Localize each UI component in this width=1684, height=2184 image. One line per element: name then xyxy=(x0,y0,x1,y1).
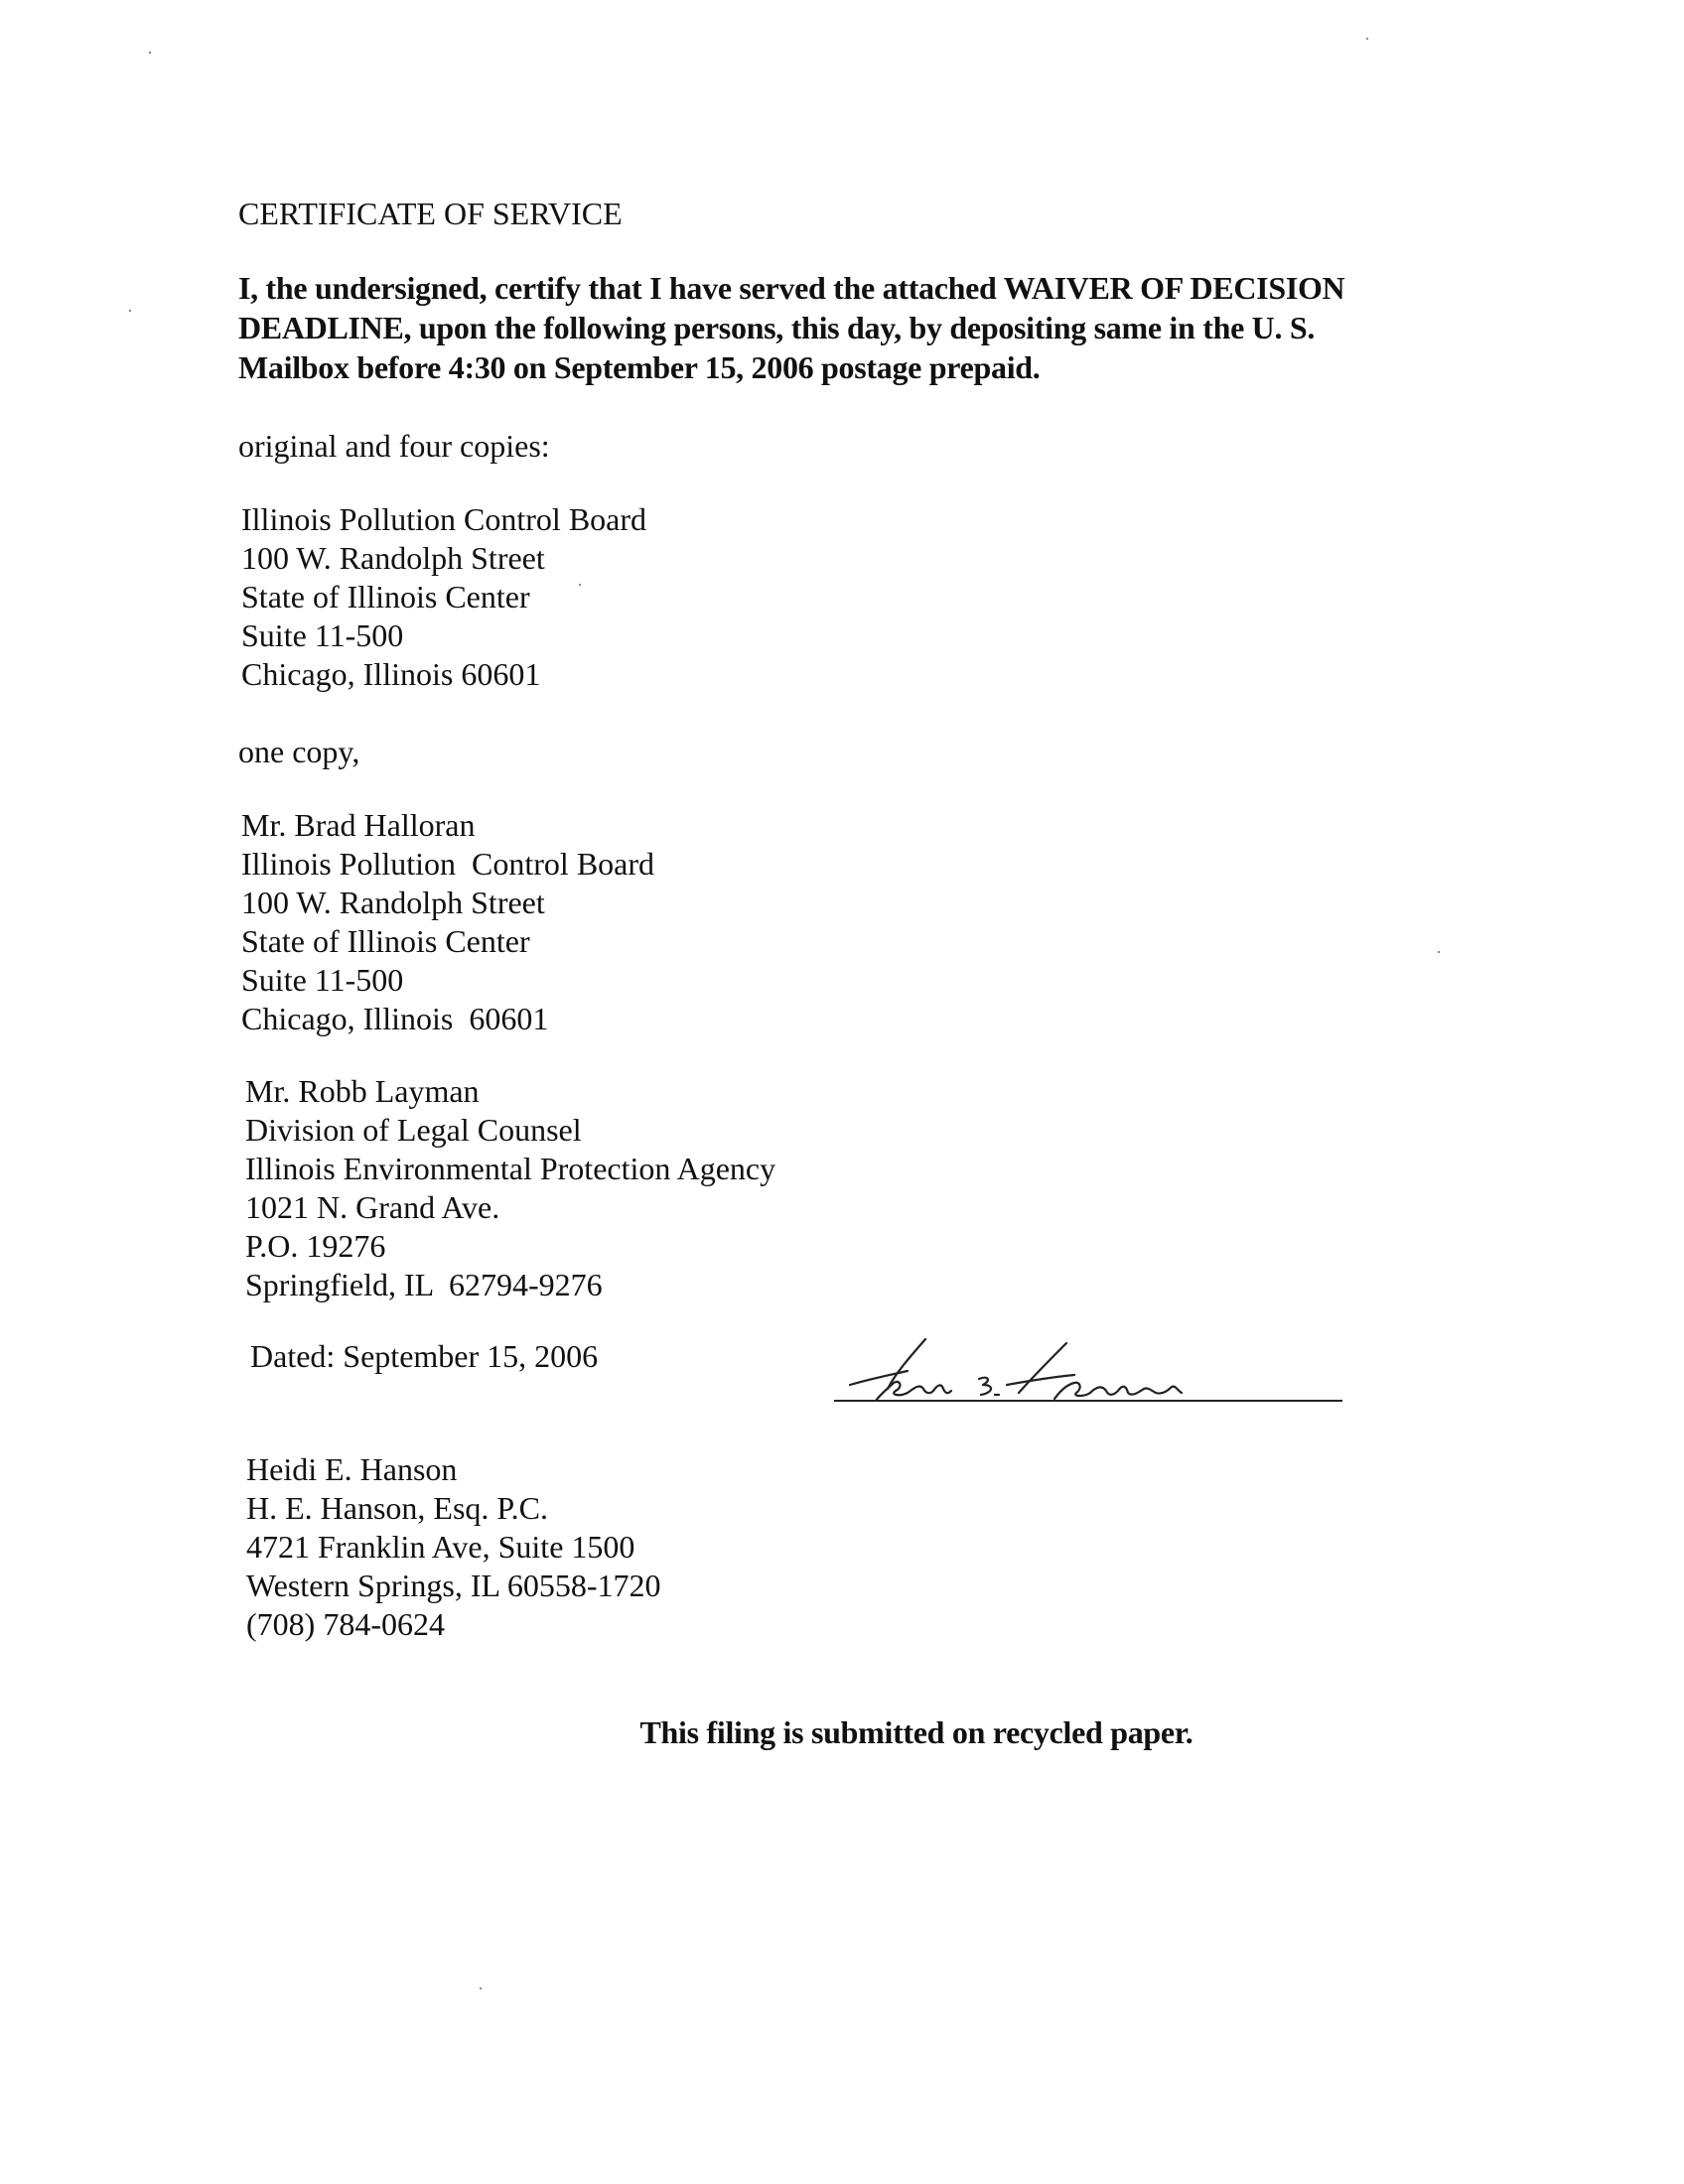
address-line: Division of Legal Counsel xyxy=(245,1112,582,1148)
address-line: 1021 N. Grand Ave. xyxy=(245,1189,500,1225)
certification-paragraph xyxy=(238,268,1344,387)
certification-line: I, the undersigned, certify that I have served the attached WAIVER OF DECISION xyxy=(238,270,1345,306)
ipcb-address-block xyxy=(241,500,646,694)
address-line: Illinois Pollution Control Board xyxy=(241,501,647,537)
layman-address-block xyxy=(245,1072,775,1304)
scan-speck xyxy=(1366,38,1368,40)
handwritten-signature xyxy=(830,1335,1346,1415)
address-line: Illinois Pollution Control Board xyxy=(241,846,655,882)
address-line: 4721 Franklin Ave, Suite 1500 xyxy=(246,1529,635,1565)
address-line: Illinois Environmental Protection Agency xyxy=(245,1151,776,1186)
address-line: Mr. Robb Layman xyxy=(245,1073,480,1109)
address-line: Suite 11-500 xyxy=(241,962,404,998)
certification-line: Mailbox before 4:30 on September 15, 2006 postage prepaid. xyxy=(238,349,1041,385)
document-title: CERTIFICATE OF SERVICE xyxy=(238,196,623,231)
one-copy-label: one copy, xyxy=(238,734,360,769)
address-line: 100 W. Randolph Street xyxy=(241,885,545,920)
scan-speck xyxy=(579,584,581,586)
certification-line: DEADLINE, upon the following persons, this day, by depositing same in the U. S. xyxy=(238,310,1316,345)
scan-speck xyxy=(149,52,151,54)
address-line: State of Illinois Center xyxy=(241,579,530,614)
address-line: State of Illinois Center xyxy=(241,923,530,959)
address-line: Mr. Brad Halloran xyxy=(241,807,476,843)
address-line: Springfield, IL 62794-9276 xyxy=(245,1267,603,1302)
address-line: Chicago, Illinois 60601 xyxy=(241,656,541,692)
address-line: P.O. 19276 xyxy=(245,1228,386,1264)
address-line: Heidi E. Hanson xyxy=(246,1451,458,1487)
address-line: Chicago, Illinois 60601 xyxy=(241,1001,549,1036)
dated-line: Dated: September 15, 2006 xyxy=(250,1338,599,1374)
scan-speck xyxy=(1438,951,1440,953)
address-line: Suite 11-500 xyxy=(241,617,404,653)
sender-address-block xyxy=(246,1450,661,1644)
scan-speck xyxy=(129,310,131,312)
halloran-address-block xyxy=(241,806,654,1038)
scan-speck xyxy=(480,1987,482,1989)
original-copies-label: original and four copies: xyxy=(238,428,550,464)
address-line: (708) 784-0624 xyxy=(246,1606,445,1642)
address-line: H. E. Hanson, Esq. P.C. xyxy=(246,1490,549,1526)
address-line: 100 W. Randolph Street xyxy=(241,540,545,576)
recycled-paper-note: This filing is submitted on recycled paper. xyxy=(639,1714,1193,1750)
address-line: Western Springs, IL 60558-1720 xyxy=(246,1568,661,1603)
